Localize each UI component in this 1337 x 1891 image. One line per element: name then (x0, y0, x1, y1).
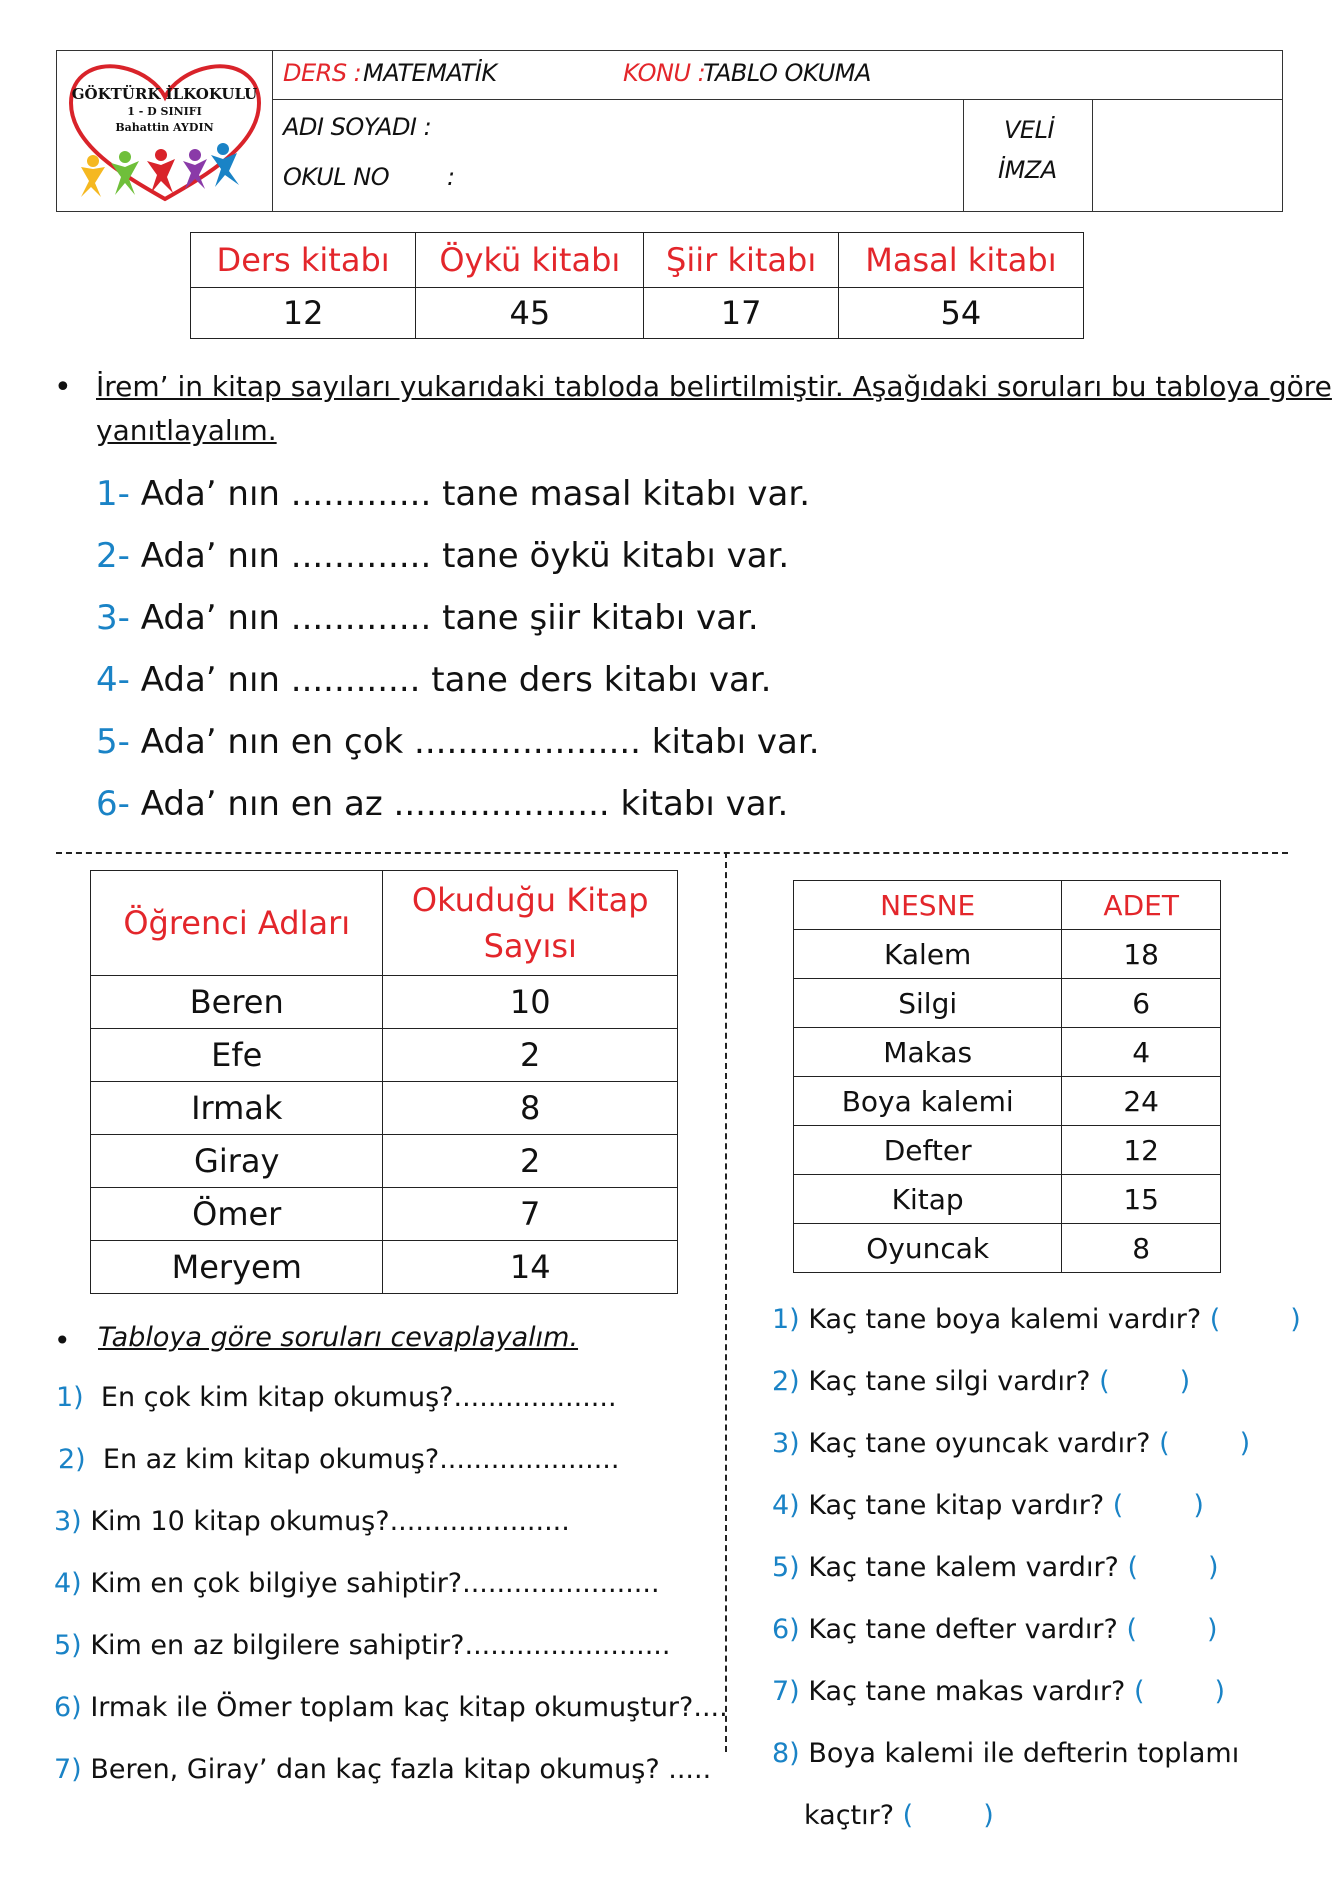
book-header-masal: Masal kitabı (838, 233, 1083, 288)
right-question-8: 8) Boya kalemi ile defterin toplamı (772, 1738, 1240, 1769)
book-value-ders: 12 (191, 288, 416, 339)
book-header-siir: Şiir kitabı (644, 233, 838, 288)
table-row: Boya kalemi 24 (794, 1077, 1221, 1126)
school-class: 1 - D SINIFI (127, 105, 202, 118)
bullet: • (54, 1324, 71, 1357)
table-row: Kalem 18 (794, 930, 1221, 979)
book-header-oyku: Öykü kitabı (416, 233, 644, 288)
ders-label: DERS : (283, 59, 362, 87)
question-4: 4- Ada’ nın ............ tane ders kitabı var. (96, 660, 772, 700)
question-1: 1- Ada’ nın ............. tane masal kitabı var. (96, 474, 811, 514)
right-question-4: 4) Kaç tane kitap vardır? ( ) (772, 1490, 1204, 1521)
school-name: GÖKTÜRK İLKOKULU (71, 85, 258, 103)
table-row: Silgi 6 (794, 979, 1221, 1028)
ders-value: MATEMATİK (363, 59, 497, 87)
table-row: Meryem 14 (91, 1241, 678, 1294)
table-row: Kitap 15 (794, 1175, 1221, 1224)
veli-label: VELİ (1004, 116, 1055, 144)
worksheet-header (56, 50, 1283, 212)
left-question-1: 1) En çok kim kitap okumuş?................... (56, 1382, 617, 1413)
left-question-4: 4) Kim en çok bilgiye sahiptir?....................... (54, 1568, 660, 1599)
table-row: Irmak 8 (91, 1082, 678, 1135)
right-question-8-cont: kaçtır? ( ) (804, 1800, 994, 1831)
left-question-7: 7) Beren, Giray’ dan kaç fazla kitap okumuş? ..... (54, 1754, 712, 1785)
book-value-oyku: 45 (416, 288, 644, 339)
table-row: Ömer 7 (91, 1188, 678, 1241)
left-question-5: 5) Kim en az bilgilere sahiptir?........................ (54, 1630, 671, 1661)
right-question-6: 6) Kaç tane defter vardır? ( ) (772, 1614, 1218, 1645)
book-value-masal: 54 (838, 288, 1083, 339)
right-question-3: 3) Kaç tane oyuncak vardır? ( ) (772, 1428, 1251, 1459)
adi-soyadi-label: ADI SOYADI : (283, 113, 432, 141)
table-row: Defter 12 (794, 1126, 1221, 1175)
school-logo (57, 51, 273, 211)
question-5: 5- Ada’ nın en çok ..................... kitabı var. (96, 722, 820, 762)
instruction-line-2: yanıtlayalım. (96, 414, 277, 447)
students-header-count: Okuduğu Kitap Sayısı (383, 871, 678, 976)
question-6: 6- Ada’ nın en az .................... kitabı var. (96, 784, 789, 824)
items-header-item: NESNE (794, 881, 1062, 930)
table-row: Beren 10 (91, 976, 678, 1029)
imza-label: İMZA (998, 156, 1057, 184)
right-question-5: 5) Kaç tane kalem vardır? ( ) (772, 1552, 1219, 1583)
table-row: Efe 2 (91, 1029, 678, 1082)
header-subject-row (273, 51, 1282, 100)
left-section-title: Tabloya göre soruları cevaplayalım. (98, 1322, 579, 1353)
students-header-name: Öğrenci Adları (91, 871, 383, 976)
okul-no-label: OKUL NO (283, 163, 390, 191)
left-question-6: 6) Irmak ile Ömer toplam kaç kitap okumuştur?.... (54, 1692, 728, 1723)
items-table (793, 880, 1221, 1273)
left-question-2: 2) En az kim kitap okumuş?..................... (58, 1444, 620, 1475)
items-header-count: ADET (1062, 881, 1221, 930)
book-header-ders: Ders kitabı (191, 233, 416, 288)
right-question-2: 2) Kaç tane silgi vardır? ( ) (772, 1366, 1191, 1397)
bullet: • (54, 370, 72, 405)
konu-label: KONU : (623, 59, 706, 87)
table-row: Makas 4 (794, 1028, 1221, 1077)
right-question-1: 1) Kaç tane boya kalemi vardır? ( ) (772, 1304, 1301, 1335)
book-value-siir: 17 (644, 288, 838, 339)
question-3: 3- Ada’ nın ............. tane şiir kitabı var. (96, 598, 759, 638)
konu-value: TABLO OKUMA (703, 59, 871, 87)
dashed-divider-vertical (725, 852, 727, 1752)
instruction-line-1: İrem’ in kitap sayıları yukarıdaki tabloda belirtilmiştir. Aşağıdaki soruları bu tabloya göre (96, 370, 1332, 403)
dashed-divider-horizontal (56, 852, 1288, 854)
students-table (90, 870, 678, 1294)
table-row: Giray 2 (91, 1135, 678, 1188)
veli-imza-cell (963, 100, 1093, 211)
table-row: Oyuncak 8 (794, 1224, 1221, 1273)
question-2: 2- Ada’ nın ............. tane öykü kitabı var. (96, 536, 790, 576)
left-question-3: 3) Kim 10 kitap okumuş?..................... (54, 1506, 570, 1537)
book-count-table (190, 232, 1084, 339)
okul-no-colon: : (447, 163, 455, 191)
right-question-7: 7) Kaç tane makas vardır? ( ) (772, 1676, 1226, 1707)
school-teacher: Bahattin AYDIN (115, 121, 214, 134)
